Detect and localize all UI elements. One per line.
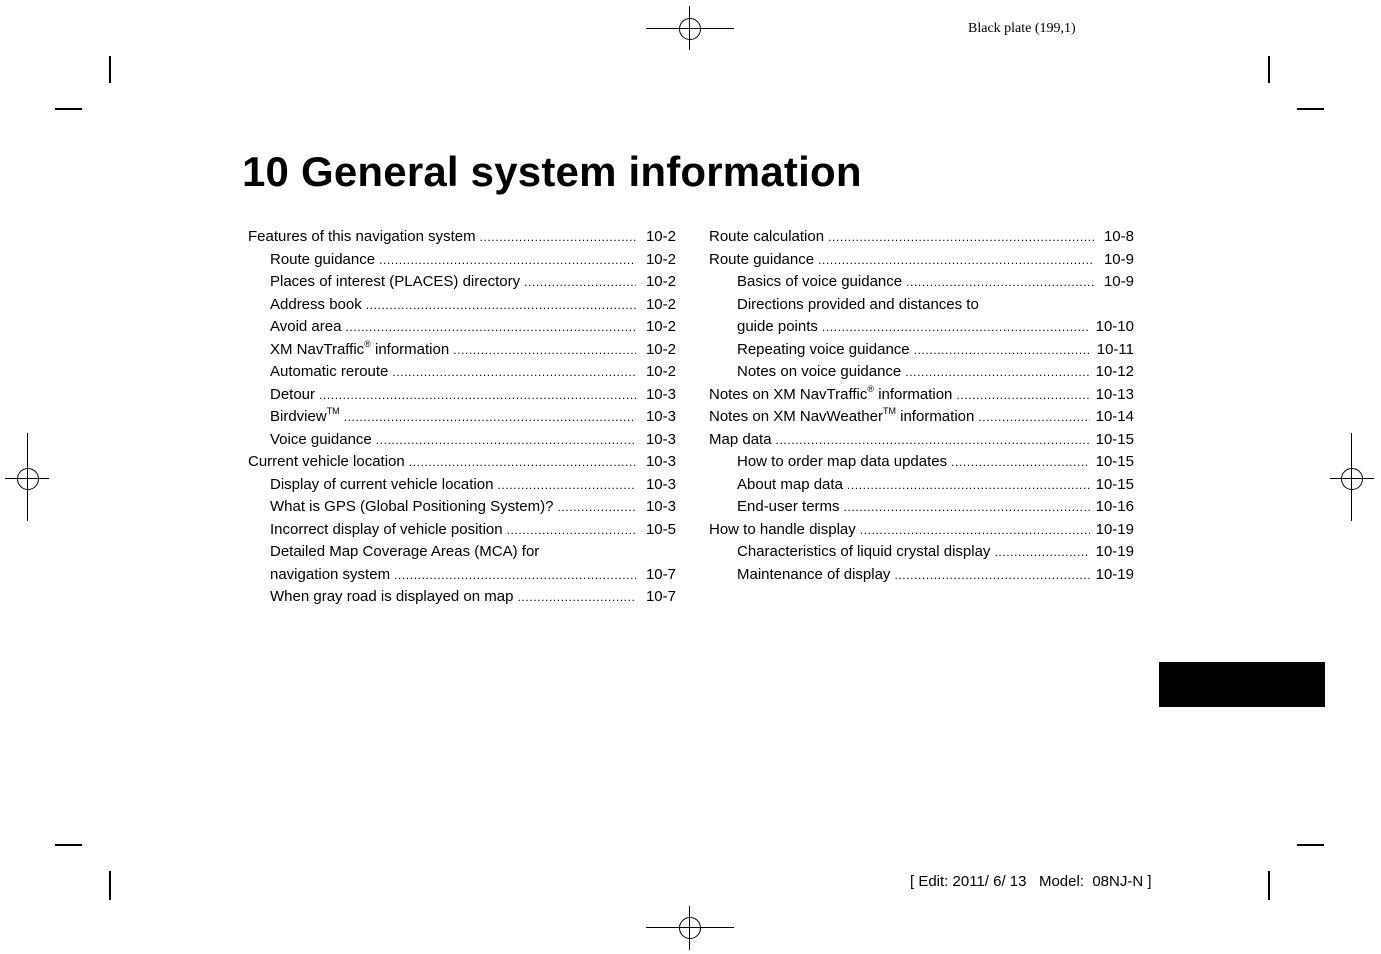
toc-leader-dots <box>557 496 636 519</box>
toc-page-number: 10-3 <box>645 453 676 470</box>
toc-page-number: 10-2 <box>645 228 676 245</box>
toc-entry-label-text: About map data <box>737 475 843 493</box>
toc-page-number: 10-12 <box>1095 363 1134 380</box>
toc-leader-dots <box>366 294 636 317</box>
toc-leader-dots <box>894 564 1089 587</box>
toc-page-number: 10-3 <box>645 408 676 425</box>
toc-entry[interactable] <box>248 429 676 452</box>
toc-entry-label-text: How to handle display <box>709 520 856 538</box>
toc-page-number: 10-19 <box>1095 520 1134 538</box>
toc-entry-label <box>737 564 890 587</box>
toc-entry-label <box>709 249 814 272</box>
toc-entry[interactable] <box>248 226 676 249</box>
toc-entry-label-suffix: information <box>895 408 975 425</box>
toc-leader-dots <box>453 339 636 362</box>
toc-entry-label-text: How to order map data updates <box>737 453 948 470</box>
toc-entry[interactable] <box>248 361 676 384</box>
toc-leader-dots <box>345 316 636 339</box>
toc-page-number: 10-2 <box>645 273 676 290</box>
toc-entry-label-text: Address book <box>270 295 362 313</box>
toc-entry-label <box>709 406 974 429</box>
toc-leader-dots <box>818 249 1094 272</box>
toc-entry-label <box>737 339 910 362</box>
toc-page-number: 10-2 <box>645 363 676 380</box>
toc-leader-dots <box>379 249 636 272</box>
toc-entry-label-text: Avoid area <box>270 318 342 335</box>
toc-page-number: 10-11 <box>1096 340 1134 358</box>
toc-entry-label <box>737 496 840 519</box>
trademark-mark: ® <box>867 383 875 394</box>
toc-entry[interactable] <box>709 474 1134 497</box>
toc-leader-dots <box>319 384 636 407</box>
toc-leader-dots <box>914 339 1091 362</box>
toc-entry-label <box>248 451 405 474</box>
chapter-tab <box>1159 662 1325 707</box>
toc-leader-dots <box>822 316 1090 339</box>
toc-leader-dots <box>524 271 636 294</box>
toc-page-number: 10-14 <box>1095 408 1134 425</box>
toc-leader-dots <box>951 451 1090 474</box>
toc-entry[interactable] <box>709 519 1134 542</box>
toc-leader-dots <box>828 226 1094 249</box>
toc-page-number: 10-7 <box>645 588 676 605</box>
toc-entry-label <box>270 519 503 542</box>
toc-entry-label-text: Current vehicle location <box>248 453 405 470</box>
toc-right-column <box>709 226 1134 586</box>
toc-entry-label-text: Route guidance <box>270 250 376 268</box>
toc-leader-dots <box>776 429 1090 452</box>
toc-entry[interactable] <box>248 384 676 407</box>
toc-entry[interactable] <box>248 451 676 474</box>
trademark-mark: TM <box>882 406 896 416</box>
toc-entry[interactable] <box>248 496 676 519</box>
toc-page-number: 10-3 <box>645 475 676 493</box>
toc-page-number: 10-8 <box>1103 228 1134 245</box>
toc-leader-dots <box>956 384 1089 407</box>
toc-entry-label <box>709 429 772 452</box>
toc-leader-dots <box>376 429 636 452</box>
toc-entry-label <box>709 519 856 542</box>
toc-entry[interactable] <box>709 451 1134 474</box>
toc-entry-label-line: Directions provided and distances to <box>737 295 979 313</box>
toc-entry-label <box>270 474 493 497</box>
toc-entry[interactable] <box>709 384 1134 407</box>
toc-entry-label-text: Maintenance of display <box>737 565 891 583</box>
toc-page-number: 10-15 <box>1095 453 1134 470</box>
toc-page-number: 10-16 <box>1095 498 1134 515</box>
toc-entry-label <box>270 316 341 339</box>
toc-page-number: 10-2 <box>645 318 676 335</box>
toc-leader-dots <box>905 361 1089 384</box>
toc-leader-dots <box>844 496 1090 519</box>
toc-entry-label-text: What is GPS (Global Positioning System)? <box>270 498 554 515</box>
toc-page-number: 10-3 <box>645 385 676 403</box>
page-title: 10 General system information <box>242 148 862 195</box>
toc-entry-label-text: Birdview <box>270 408 327 425</box>
toc-entry-label-text: Automatic reroute <box>270 363 389 380</box>
toc-page-number: 10-2 <box>645 340 676 358</box>
toc-leader-dots <box>497 474 636 497</box>
toc-page-number: 10-15 <box>1095 430 1134 448</box>
toc-entry-label <box>709 226 824 249</box>
toc-entry-label-line: Detailed Map Coverage Areas (MCA) for <box>270 543 540 560</box>
toc-entry-label-text: guide points <box>737 318 818 335</box>
toc-entry-label-text: XM NavTraffic <box>270 340 365 358</box>
toc-entry-label-suffix: information <box>370 340 450 358</box>
toc-entry[interactable] <box>248 406 676 429</box>
toc-entry-label <box>270 564 390 587</box>
toc-entry[interactable] <box>709 361 1134 384</box>
toc-page-number: 10-9 <box>1103 273 1134 290</box>
toc-leader-dots <box>517 586 636 609</box>
toc-entry[interactable] <box>709 226 1134 249</box>
toc-entry-label <box>270 339 449 362</box>
toc-entry-label-text: End-user terms <box>737 498 840 515</box>
toc-entry-label <box>737 271 902 294</box>
toc-page-number: 10-15 <box>1095 475 1134 493</box>
toc-page-number: 10-19 <box>1095 543 1134 560</box>
toc-entry[interactable] <box>709 339 1134 362</box>
toc-entry-label <box>270 496 553 519</box>
toc-entry[interactable] <box>709 564 1134 587</box>
toc-entry-label-text: Characteristics of liquid crystal display <box>737 543 991 560</box>
toc-entry-label-text: Voice guidance <box>270 430 372 448</box>
plate-label: Black plate (199,1) <box>968 21 1076 36</box>
toc-leader-dots <box>394 564 636 587</box>
toc-entry-label-text: Map data <box>709 430 772 448</box>
toc-entry[interactable] <box>248 339 676 362</box>
toc-leader-dots <box>409 451 636 474</box>
toc-leader-dots <box>847 474 1090 497</box>
toc-entry-label-text: Places of interest (PLACES) directory <box>270 273 521 290</box>
toc-entry-label <box>737 361 901 384</box>
trademark-mark: TM <box>326 406 340 416</box>
toc-page-number: 10-5 <box>645 520 676 538</box>
toc-entry-label-suffix: information <box>874 385 953 403</box>
toc-entry[interactable] <box>248 316 676 339</box>
toc-page-number: 10-3 <box>645 430 676 448</box>
toc-entry[interactable] <box>248 586 676 609</box>
toc-leader-dots <box>906 271 1094 294</box>
toc-entry-label-text: Route guidance <box>709 250 815 268</box>
toc-entry-label-text: Features of this navigation system <box>248 228 476 245</box>
toc-entry-label <box>248 226 476 249</box>
toc-entry[interactable] <box>248 541 676 586</box>
toc-leader-dots <box>507 519 636 542</box>
toc-page-number: 10-10 <box>1095 318 1134 335</box>
toc-entry-label <box>709 384 952 407</box>
toc-leader-dots <box>480 226 636 249</box>
toc-entry-label-text: Display of current vehicle location <box>270 475 494 493</box>
toc-page-number: 10-2 <box>645 295 676 313</box>
toc-entry-label <box>270 429 372 452</box>
toc-entry[interactable] <box>248 249 676 272</box>
toc-entry-label-text: Route calculation <box>709 228 825 245</box>
toc-page-number: 10-9 <box>1103 250 1134 268</box>
toc-entry-label-text: Notes on XM NavWeather <box>709 408 883 425</box>
toc-entry-label-text: Detour <box>270 385 316 403</box>
toc-entry-label <box>270 384 315 407</box>
toc-leader-dots <box>860 519 1090 542</box>
toc-page-number: 10-13 <box>1095 385 1134 403</box>
toc-entry[interactable] <box>709 294 1134 339</box>
toc-entry-label <box>737 451 947 474</box>
toc-entry[interactable] <box>709 496 1134 519</box>
toc-entry[interactable] <box>709 249 1134 272</box>
toc-entry-label-text: Repeating voice guidance <box>737 340 910 358</box>
toc-entry-label <box>737 541 990 564</box>
toc-entry-label <box>737 316 818 339</box>
toc-entry-label-text: Notes on XM NavTraffic <box>709 385 868 403</box>
toc-entry-label <box>270 271 520 294</box>
toc-left-column <box>248 226 676 609</box>
toc-entry-label-text: Basics of voice guidance <box>737 273 903 290</box>
toc-entry[interactable] <box>248 294 676 317</box>
toc-leader-dots <box>392 361 636 384</box>
toc-entry[interactable] <box>248 271 676 294</box>
toc-entry[interactable] <box>709 271 1134 294</box>
toc-entry-label-text: When gray road is displayed on map <box>270 588 514 605</box>
toc-entry[interactable] <box>709 406 1134 429</box>
toc-leader-dots <box>344 406 636 429</box>
toc-entry[interactable] <box>709 541 1134 564</box>
toc-page-number: 10-3 <box>645 498 676 515</box>
toc-entry-label <box>270 406 340 429</box>
toc-entry-label-text: Incorrect display of vehicle position <box>270 520 503 538</box>
toc-entry[interactable] <box>248 474 676 497</box>
toc-entry[interactable] <box>709 429 1134 452</box>
trademark-mark: ® <box>364 338 371 349</box>
toc-page-number: 10-7 <box>645 565 676 583</box>
toc-entry-label <box>270 361 388 384</box>
toc-entry-label <box>737 474 843 497</box>
toc-leader-dots <box>978 406 1089 429</box>
toc-entry-label-text: Notes on voice guidance <box>737 363 902 380</box>
toc-leader-dots <box>994 541 1089 564</box>
toc-page-number: 10-19 <box>1095 565 1134 583</box>
toc-page-number: 10-2 <box>645 250 676 268</box>
toc-entry-label <box>270 249 375 272</box>
edit-footer: [ Edit: 2011/ 6/ 13 Model: 08NJ-N ] <box>910 873 1152 890</box>
toc-entry[interactable] <box>248 519 676 542</box>
toc-entry-label <box>270 294 362 317</box>
toc-entry-label <box>270 586 513 609</box>
toc-entry-label-text: navigation system <box>270 565 391 583</box>
